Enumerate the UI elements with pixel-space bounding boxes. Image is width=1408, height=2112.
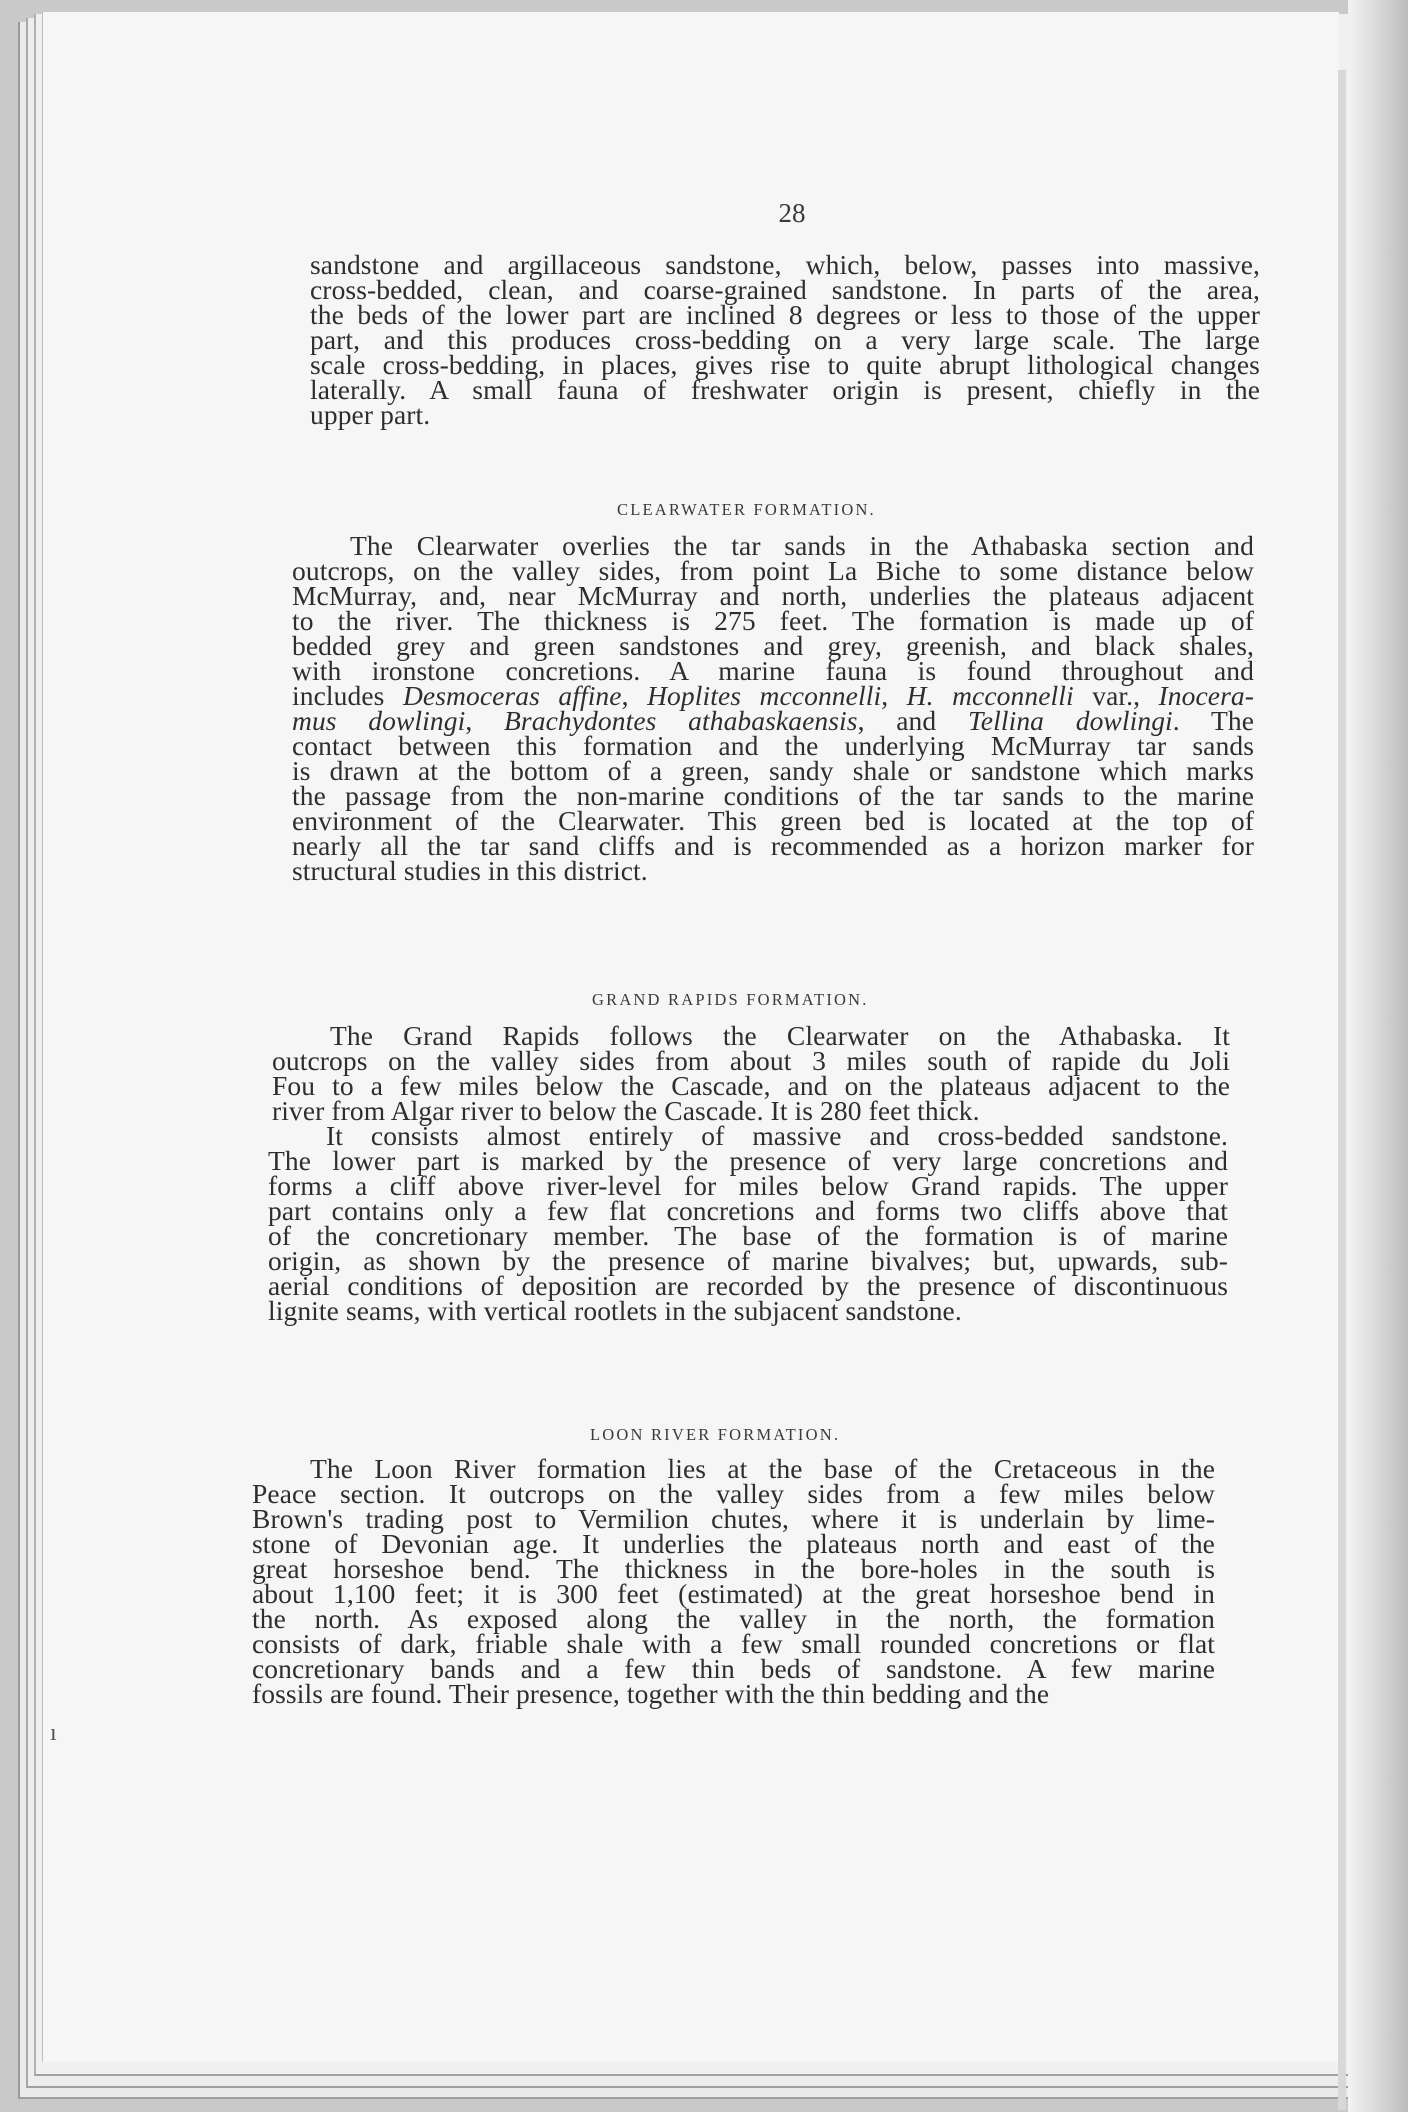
text-line: lignite seams, with vertical rootlets in the subjacent sandstone. — [268, 1295, 962, 1326]
text-line: river from Algar river to below the Cascade. It is 280 feet thick. — [272, 1095, 980, 1126]
text-line: The Loon River formation lies at the base of the Cretaceous in the — [310, 1453, 1215, 1484]
text-line: outcrops, on the valley sides, from point La Biche to some distance below — [292, 555, 1254, 586]
text-line: is drawn at the bottom of a green, sandy shale or sandstone which marks — [292, 755, 1254, 786]
text-line: about 1,100 feet; it is 300 feet (estimated) at the great horseshoe bend in — [252, 1578, 1215, 1609]
text-line: Fou to a few miles below the Cascade, and on the plateaus adjacent to the — [272, 1070, 1230, 1101]
text-line: the passage from the non-marine conditions of the tar sands to the marine — [292, 780, 1254, 811]
text-line: concretionary bands and a few thin beds of sandstone. A few marine — [252, 1653, 1215, 1684]
text-line: It consists almost entirely of massive and cross-bedded sandstone. — [326, 1120, 1228, 1151]
text-line: Peace section. It outcrops on the valley sides from a few miles below — [252, 1478, 1215, 1509]
text-line: sandstone and argillaceous sandstone, which, below, passes into massive, — [310, 249, 1260, 280]
text-line: contact between this formation and the underlying McMurray tar sands — [292, 730, 1254, 761]
text-line: The Clearwater overlies the tar sands in the Athabaska section and — [350, 530, 1254, 561]
text-line: consists of dark, friable shale with a few small rounded concretions or flat — [252, 1628, 1215, 1659]
text-line: environment of the Clearwater. This green bed is located at the top of — [292, 805, 1254, 836]
text-line: upper part. — [310, 399, 431, 430]
text-line: mus dowlingi, Brachydontes athabaskaensis, and Tellina dowlingi. The — [292, 705, 1254, 736]
text-line: the beds of the lower part are inclined 8 degrees or less to those of the upper — [310, 299, 1260, 330]
text-line: part, and this produces cross-bedding on a very large scale. The large — [310, 324, 1260, 355]
text-line: The lower part is marked by the presence of very large concretions and — [268, 1145, 1228, 1176]
text-line: includes Desmoceras affine, Hoplites mcconnelli, H. mcconnelli var., Inocera- — [292, 680, 1255, 711]
text-line: origin, as shown by the presence of marine bivalves; but, upwards, sub- — [268, 1245, 1228, 1276]
text-line: bedded grey and green sandstones and grey, greenish, and black shales, — [292, 630, 1254, 661]
text-line: part contains only a few flat concretions and forms two cliffs above that — [268, 1195, 1228, 1226]
text-line: McMurray, and, near McMurray and north, underlies the plateaus adjacent — [292, 580, 1254, 611]
text-line: laterally. A small fauna of freshwater origin is present, chiefly in the — [310, 374, 1260, 405]
text-line: stone of Devonian age. It underlies the plateaus north and east of the — [252, 1528, 1215, 1559]
heading-grand-rapids-formation: GRAND RAPIDS FORMATION. — [592, 990, 869, 1009]
text-line: forms a cliff above river-level for miles below Grand rapids. The upper — [268, 1170, 1228, 1201]
paragraph-loon-river — [252, 1453, 1215, 1709]
text-line: structural studies in this district. — [292, 855, 648, 886]
paragraph-grand-rapids-lithology — [268, 1120, 1228, 1326]
text-line: cross-bedded, clean, and coarse-grained sandstone. In parts of the area, — [310, 274, 1260, 305]
text-line: of the concretionary member. The base of the formation is of marine — [268, 1220, 1228, 1251]
paragraph-grand-rapids — [272, 1020, 1230, 1126]
paragraph-clearwater — [292, 530, 1255, 886]
text-line: the north. As exposed along the valley in the north, the formation — [252, 1603, 1215, 1634]
text-line: scale cross-bedding, in places, gives rise to quite abrupt lithological changes — [310, 349, 1260, 380]
page-number: 28 — [778, 198, 806, 228]
paragraph-intro — [310, 249, 1260, 430]
text-line: with ironstone concretions. A marine fauna is found throughout and — [292, 655, 1254, 686]
heading-loon-river-formation: LOON RIVER FORMATION. — [590, 1425, 841, 1444]
text-line: fossils are found. Their presence, together with the thin bedding and the — [252, 1678, 1050, 1709]
text-line: nearly all the tar sand cliffs and is recommended as a horizon marker for — [292, 830, 1254, 861]
heading-clearwater-formation: CLEARWATER FORMATION. — [617, 500, 876, 519]
text-line: great horseshoe bend. The thickness in the bore-holes in the south is — [252, 1553, 1215, 1584]
text-line: Brown's trading post to Vermilion chutes, where it is underlain by lime- — [252, 1503, 1215, 1534]
margin-mark: ı — [50, 1720, 57, 1746]
text-line: The Grand Rapids follows the Clearwater on the Athabaska. It — [330, 1020, 1230, 1051]
text-line: to the river. The thickness is 275 feet. The formation is made up of — [292, 605, 1254, 636]
text-line: outcrops on the valley sides from about 3 miles south of rapide du Joli — [272, 1045, 1230, 1076]
text-line: aerial conditions of deposition are recorded by the presence of discontinuous — [268, 1270, 1228, 1301]
